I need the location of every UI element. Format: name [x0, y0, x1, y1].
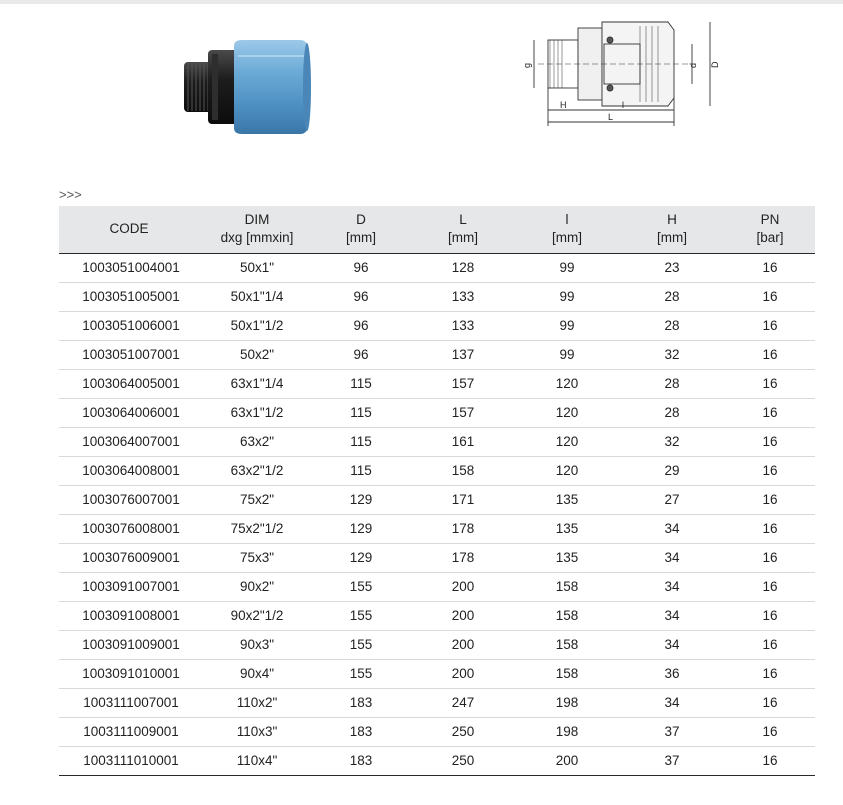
cell-code: 1003091008001: [59, 601, 203, 630]
cell-length: 200: [411, 630, 515, 659]
column-header-h: H [mm]: [619, 206, 725, 253]
column-header-d-outer: D [mm]: [311, 206, 411, 253]
cell-dim: 50x1": [203, 253, 311, 282]
table-body: [59, 253, 815, 775]
cell-code: 1003051005001: [59, 282, 203, 311]
cell-pn: 16: [725, 514, 815, 543]
cell-d-outer: 115: [311, 369, 411, 398]
cell-length: 178: [411, 543, 515, 572]
cell-pn: 16: [725, 253, 815, 282]
cell-code: 1003051007001: [59, 340, 203, 369]
cell-d-outer: 129: [311, 485, 411, 514]
cell-h: 32: [619, 340, 725, 369]
cell-d-outer: 183: [311, 688, 411, 717]
cell-l-inner: 135: [515, 543, 619, 572]
cell-d-outer: 96: [311, 311, 411, 340]
cell-h: 34: [619, 543, 725, 572]
cell-code: 1003111009001: [59, 717, 203, 746]
cell-l-inner: 120: [515, 398, 619, 427]
cell-h: 28: [619, 311, 725, 340]
cell-d-outer: 115: [311, 427, 411, 456]
cell-h: 34: [619, 514, 725, 543]
cell-l-inner: 99: [515, 311, 619, 340]
cell-l-inner: 120: [515, 456, 619, 485]
cell-length: 157: [411, 398, 515, 427]
column-header-l-inner: l [mm]: [515, 206, 619, 253]
cell-pn: 16: [725, 456, 815, 485]
table-row: [59, 659, 815, 688]
cell-d-outer: 155: [311, 572, 411, 601]
cell-code: 1003091009001: [59, 630, 203, 659]
cell-dim: 90x2": [203, 572, 311, 601]
cell-dim: 90x2"1/2: [203, 601, 311, 630]
table-row: [59, 311, 815, 340]
cell-dim: 75x2": [203, 485, 311, 514]
cell-pn: 16: [725, 282, 815, 311]
cell-dim: 63x1"1/2: [203, 398, 311, 427]
cell-d-outer: 129: [311, 514, 411, 543]
drawing-label-D: D: [710, 61, 720, 68]
table-row: [59, 572, 815, 601]
cell-dim: 75x3": [203, 543, 311, 572]
table-row: [59, 456, 815, 485]
cell-length: 133: [411, 311, 515, 340]
cell-d-outer: 155: [311, 630, 411, 659]
cell-code: 1003051006001: [59, 311, 203, 340]
cell-length: 247: [411, 688, 515, 717]
table-row: [59, 601, 815, 630]
cell-h: 34: [619, 688, 725, 717]
cell-h: 32: [619, 427, 725, 456]
cell-length: 178: [411, 514, 515, 543]
cell-dim: 110x2": [203, 688, 311, 717]
column-header-pn: PN [bar]: [725, 206, 815, 253]
cell-pn: 16: [725, 601, 815, 630]
cell-code: 1003076007001: [59, 485, 203, 514]
cell-d-outer: 96: [311, 282, 411, 311]
cell-l-inner: 158: [515, 572, 619, 601]
cell-code: 1003064007001: [59, 427, 203, 456]
cell-dim: 63x2"1/2: [203, 456, 311, 485]
cell-l-inner: 198: [515, 717, 619, 746]
cell-d-outer: 129: [311, 543, 411, 572]
cell-code: 1003051004001: [59, 253, 203, 282]
cell-h: 36: [619, 659, 725, 688]
cell-pn: 16: [725, 572, 815, 601]
cell-pn: 16: [725, 630, 815, 659]
table-row: [59, 398, 815, 427]
cell-l-inner: 99: [515, 340, 619, 369]
cell-l-inner: 158: [515, 601, 619, 630]
cell-h: 37: [619, 717, 725, 746]
cell-dim: 50x2": [203, 340, 311, 369]
cell-h: 34: [619, 601, 725, 630]
cell-length: 133: [411, 282, 515, 311]
cell-dim: 90x4": [203, 659, 311, 688]
cell-length: 158: [411, 456, 515, 485]
cell-length: 250: [411, 746, 515, 775]
cell-dim: 110x3": [203, 717, 311, 746]
column-header-dim: DIM dxg [mmxin]: [203, 206, 311, 253]
cell-d-outer: 155: [311, 659, 411, 688]
table-row: [59, 253, 815, 282]
table-row: [59, 717, 815, 746]
drawing-label-l: l: [622, 100, 624, 110]
cell-code: 1003111007001: [59, 688, 203, 717]
cell-length: 137: [411, 340, 515, 369]
cell-length: 250: [411, 717, 515, 746]
cell-length: 171: [411, 485, 515, 514]
cell-length: 200: [411, 659, 515, 688]
cell-l-inner: 158: [515, 659, 619, 688]
cell-length: 200: [411, 572, 515, 601]
cell-h: 28: [619, 282, 725, 311]
cell-h: 28: [619, 398, 725, 427]
cell-l-inner: 198: [515, 688, 619, 717]
cell-code: 1003076009001: [59, 543, 203, 572]
cell-d-outer: 115: [311, 398, 411, 427]
drawing-label-d: d: [688, 62, 698, 68]
table-row: [59, 746, 815, 775]
table-row: [59, 340, 815, 369]
cell-h: 27: [619, 485, 725, 514]
cell-pn: 16: [725, 543, 815, 572]
cell-dim: 63x1"1/4: [203, 369, 311, 398]
table-row: [59, 543, 815, 572]
cell-dim: 50x1"1/2: [203, 311, 311, 340]
cell-code: 1003064005001: [59, 369, 203, 398]
table-row: [59, 630, 815, 659]
spec-table: [59, 206, 815, 776]
cell-dim: 75x2"1/2: [203, 514, 311, 543]
cell-d-outer: 183: [311, 746, 411, 775]
drawing-label-H: H: [560, 100, 567, 110]
cell-h: 23: [619, 253, 725, 282]
table-row: [59, 485, 815, 514]
cell-l-inner: 120: [515, 369, 619, 398]
cell-d-outer: 115: [311, 456, 411, 485]
cell-d-outer: 96: [311, 253, 411, 282]
cell-h: 28: [619, 369, 725, 398]
cell-l-inner: 120: [515, 427, 619, 456]
cell-length: 161: [411, 427, 515, 456]
cell-dim: 63x2": [203, 427, 311, 456]
cell-h: 37: [619, 746, 725, 775]
cell-l-inner: 200: [515, 746, 619, 775]
cell-code: 1003091007001: [59, 572, 203, 601]
fitting-product-image: [176, 36, 316, 138]
table-row: [59, 369, 815, 398]
cell-d-outer: 155: [311, 601, 411, 630]
cell-pn: 16: [725, 485, 815, 514]
cell-d-outer: 183: [311, 717, 411, 746]
cell-code: 1003111010001: [59, 746, 203, 775]
cell-pn: 16: [725, 369, 815, 398]
column-header-code: CODE: [59, 206, 203, 253]
table-row: [59, 282, 815, 311]
cell-pn: 16: [725, 398, 815, 427]
cell-d-outer: 96: [311, 340, 411, 369]
column-header-length: L [mm]: [411, 206, 515, 253]
cell-dim: 50x1"1/4: [203, 282, 311, 311]
cell-code: 1003076008001: [59, 514, 203, 543]
section-arrows: >>>: [59, 187, 82, 202]
cell-dim: 90x3": [203, 630, 311, 659]
cell-pn: 16: [725, 427, 815, 456]
cell-h: 34: [619, 630, 725, 659]
table-row: [59, 427, 815, 456]
cell-length: 157: [411, 369, 515, 398]
cell-l-inner: 99: [515, 282, 619, 311]
table-header-row: [59, 206, 815, 253]
cell-h: 34: [619, 572, 725, 601]
cell-pn: 16: [725, 688, 815, 717]
table-row: [59, 514, 815, 543]
cell-l-inner: 135: [515, 485, 619, 514]
cell-dim: 110x4": [203, 746, 311, 775]
drawing-label-L: L: [608, 112, 614, 122]
cell-h: 29: [619, 456, 725, 485]
cell-l-inner: 135: [515, 514, 619, 543]
cell-l-inner: 158: [515, 630, 619, 659]
cell-pn: 16: [725, 340, 815, 369]
cell-pn: 16: [725, 659, 815, 688]
cell-pn: 16: [725, 746, 815, 775]
table-row: [59, 688, 815, 717]
cell-pn: 16: [725, 717, 815, 746]
cell-code: 1003091010001: [59, 659, 203, 688]
cell-l-inner: 99: [515, 253, 619, 282]
fitting-technical-drawing: [524, 16, 724, 134]
top-divider: [0, 0, 843, 4]
cell-pn: 16: [725, 311, 815, 340]
cell-code: 1003064008001: [59, 456, 203, 485]
cell-length: 200: [411, 601, 515, 630]
cell-code: 1003064006001: [59, 398, 203, 427]
cell-length: 128: [411, 253, 515, 282]
drawing-label-g: g: [522, 62, 532, 68]
